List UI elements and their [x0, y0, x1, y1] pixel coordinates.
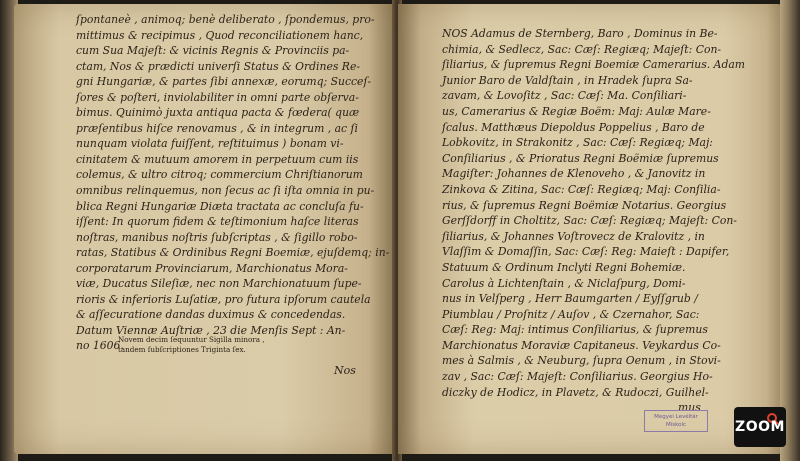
stamp-line: Miskolc [665, 422, 687, 428]
text-line: ſiliarius, & Johannes Voſtrovecz de Kralovitz , in [442, 229, 705, 243]
text-line: Vlaſſim & Domaſſin, Sac: Cæſ: Reg: Maieſt : Dapifer, [442, 245, 730, 259]
text-line: Junior Baro de Valdſtain , in Hradek ſupra Sa- [442, 73, 693, 87]
text-line: ſpontaneè , animoq; benè deliberato , ſpondemus, pro- [76, 13, 375, 26]
text-line: NOS Adamus de Sternberg, Baro , Dominus in Be- [442, 27, 718, 40]
note-line: Novem decim ſequuntur Sigilla minora , [118, 335, 265, 344]
text-line: Zinkova & Zitina, Sac: Cæſ: Regiæq; Maj: Conſilia- [442, 182, 721, 196]
catchword: Nos [334, 364, 356, 377]
text-line: præſentibus hiſce renovamus , & in integrum , ac ſi [76, 121, 358, 135]
text-line: ctam, Nos & prædicti univerſi Status & Ordines Re- [76, 59, 360, 73]
note-line: tandem ſubſcriptiones Triginta ſex. [118, 344, 246, 354]
right-page-edges [780, 0, 800, 461]
seal-note [118, 335, 265, 354]
left-page-text [76, 12, 389, 354]
text-line: blica Regni Hungariæ Diæta tractata ac concluſa fu- [76, 199, 364, 213]
text-line: ſiliarius, & ſupremus Regni Boemiæ Camerarius. Adam [442, 58, 746, 72]
text-line: chimia, & Sedlecz, Sac: Cæſ: Regiæq; Majeſt: Con- [442, 42, 722, 56]
right-page [398, 4, 782, 454]
text-line: Marchionatus Moraviæ Capitaneus. Veykardus Co- [442, 338, 721, 352]
text-line: Carolus à Lichtenſtain , & Niclaſpurg, Domi- [442, 276, 686, 290]
text-line: mes à Salmis , & Neuburg, ſupra Oenum , in Stovi- [442, 354, 721, 368]
stamp-line: Megyei Levéltár [654, 414, 698, 420]
text-line: ratas, Statibus & Ordinibus Regni Boemiæ, ejuſdemq; in- [76, 246, 390, 260]
text-line: viæ, Ducatus Sileſiæ, nec non Marchionatuum ſupe- [76, 277, 362, 291]
text-line: zavam, & Lovoſitz , Sac: Cæſ: Ma. Conſiliari- [442, 89, 687, 103]
text-line: Conſiliarius , & Prioratus Regni Boëmiæ ſupremus [442, 151, 719, 165]
text-line: Statuum & Ordinum Inclyti Regni Bohemiæ. [442, 260, 686, 274]
text-line: corporatarum Provinciarum, Marchionatus Mora- [76, 261, 348, 275]
text-line: colemus, & ultro citroq; commercium Chriſtianorum [76, 168, 363, 182]
text-line: mus [678, 401, 701, 415]
text-line: us, Camerarius & Regiæ Boëm: Maj: Aulæ Mare- [442, 104, 711, 118]
zoom-badge[interactable] [734, 407, 786, 447]
archive-stamp [644, 410, 708, 432]
text-line: rioris & inferioris Luſatiæ, pro futura ipſorum cautela [76, 292, 371, 306]
text-line: rius, & ſupremus Regni Boëmiæ Notarius. Georgius [442, 198, 727, 212]
right-page-text [442, 26, 745, 416]
text-line: bimus. Quinimò juxta antiqua pacta & fœdera( quæ [76, 106, 360, 120]
text-line: mittimus & recipimus , Quod reconciliationem hanc, [76, 28, 364, 42]
left-page [14, 4, 395, 454]
text-line: Datum Viennæ Auſtriæ , 23 die Menſis Sept : An- [76, 323, 346, 337]
text-line: & aſſecuratione dandas duximus & concedendas. [76, 308, 346, 322]
text-line: nunquam violata fuiſſent, reſtituimus ) bonam vi- [76, 137, 344, 151]
text-line: no 1606. [76, 339, 124, 353]
text-line: iſſent: In quorum fidem & teſtimonium haſce literas [76, 215, 359, 229]
zoom-label: ZOOM [735, 419, 785, 435]
text-line: cum Sua Majeſt: & vicinis Regnis & Provinciis pa- [76, 44, 350, 58]
text-line: Magiſter: Johannes de Klenoveho , & Janovitz in [442, 167, 706, 181]
text-line: cinitatem & mutuum amorem in perpetuum cum iis [76, 152, 359, 166]
text-line: omnibus relinquemus, non ſecus ac ſi iſta omnia in pu- [76, 184, 375, 198]
text-line: diczky de Hodicz, in Plavetz, & Rudoczi, Guilhel- [442, 385, 709, 399]
text-line: noſtras, manibus noſtris ſubſcriptas , & ſigillo robo- [76, 230, 358, 244]
text-line: zav , Sac: Cæſ: Majeſt: Conſiliarius. Georgius Ho- [442, 370, 713, 384]
text-line: ſores & poſteri, inviolabiliter in omni parte obſerva- [76, 90, 359, 104]
text-line: ſcalus. Matthæus Diepoldus Poppelius , Baro de [442, 120, 705, 134]
text-line: nus in Velſperg , Herr Baumgarten / Eyſſgrub / [442, 292, 698, 306]
text-line: Piumblau / Proſnitz / Auſov , & Czernahor, Sac: [442, 307, 700, 321]
text-line: Cæſ: Reg: Maj: intimus Conſiliarius, & ſupremus [442, 323, 708, 337]
text-line: Lobkovitz, in Strakonitz , Sac: Cæſ: Regiæq; Maj: [442, 136, 713, 150]
text-line: Gerſſdorff in Choltitz, Sac: Cæſ: Regiæq; Majeſt: Con- [442, 214, 737, 228]
text-line: gni Hungariæ, & partes ſibi annexæ, eorumq; Succeſ- [76, 75, 372, 89]
